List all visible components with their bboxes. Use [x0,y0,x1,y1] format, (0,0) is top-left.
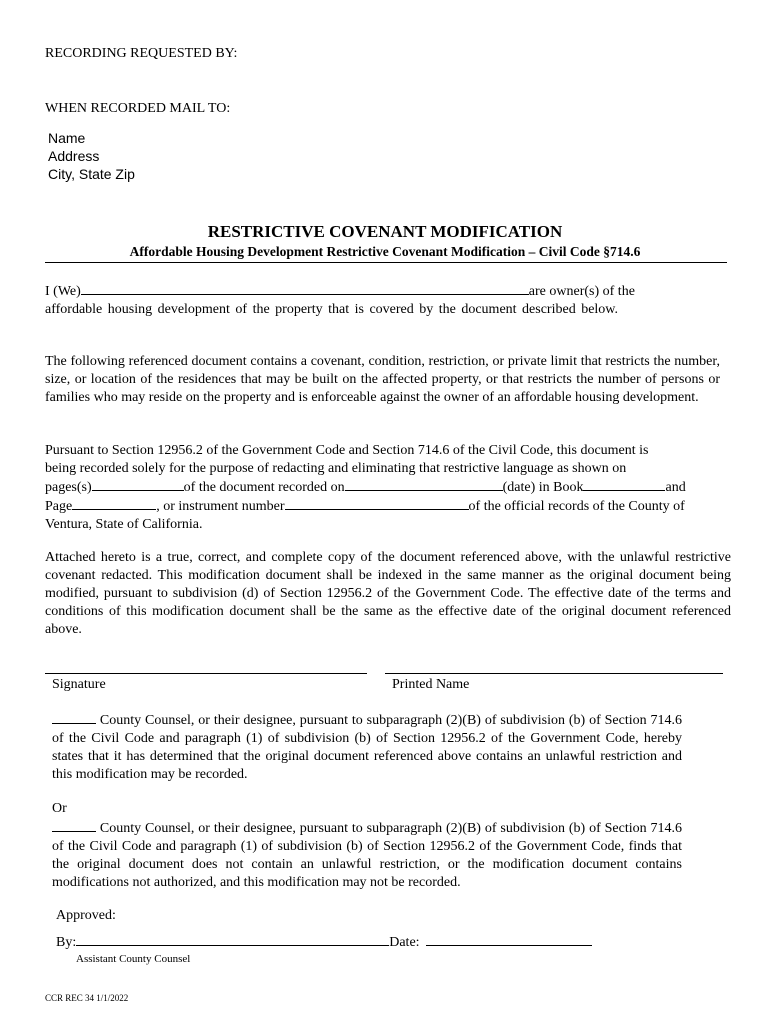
date-label: Date: [389,935,420,950]
by-label: By: [56,935,77,950]
form-id: CCR REC 34 1/1/2022 [45,993,129,1003]
covenant-description-paragraph: The following referenced document contains a covenant, condition, restriction, or private limit that restricts the number, size, or location of the residences that may be built on the affected property, or that restricts the number of persons or families who may reside on the property and is enforceable against the owner of an affordable housing development. [45,354,720,405]
document-subtitle: Affordable Housing Development Restrictive Covenant Modification – Civil Code §714.6 [129,244,641,259]
printed-name-label: Printed Name [392,677,470,692]
owner-name-blank[interactable] [81,282,529,295]
recorded-on-label: of the document recorded on [183,480,345,495]
county-line: Ventura, State of California. [45,517,203,532]
mail-to-city-state-zip: City, State Zip [48,166,135,182]
document-title: RESTRICTIVE COVENANT MODIFICATION [207,222,563,241]
attached-copy-paragraph: Attached hereto is a true, correct, and complete copy of the document referenced above, with the unlawful restrictive covenant redacted. This modification document shall be indexed in the same manner as the original document being modified, pursuant to subdivision (d) of Section 12956.2 of the Government Code. The effective date of the terms and conditions of this modification document shall be the same as the effective date of the original document referenced above. [45,550,731,637]
instrument-number-blank[interactable] [285,497,469,510]
counsel-option-2 [52,819,682,892]
recorded-date-blank[interactable] [345,478,503,491]
approved-label: Approved: [56,908,116,923]
owner-suffix: are owner(s) of the [528,284,635,299]
counsel-option-1-checkbox[interactable] [52,711,96,724]
recording-requested-by: RECORDING REQUESTED BY: [45,46,238,61]
mail-to-name: Name [48,130,86,146]
assistant-county-counsel-label: Assistant County Counsel [76,953,191,965]
counsel-option-1 [52,711,682,784]
or-label: Or [52,801,67,816]
page-blank[interactable] [72,497,156,510]
counsel-option-2-checkbox[interactable] [52,819,96,832]
mail-to-address-block [48,129,135,183]
signature-label: Signature [52,677,106,692]
pages-prefix: pages(s) [45,480,92,495]
pursuant-paragraph [45,442,720,534]
when-recorded-mail-to: WHEN RECORDED MAIL TO: [45,101,231,116]
counsel-option-1-text: County Counsel, or their designee, pursuant to subparagraph (2)(B) of subdivision (b) of Section 714.6 of the Civil Code and paragraph (1) of subdivision (b) of Section 12956.2 of the Government Code, hereby states that it has determined that the original document referenced above contains an unlawful restriction and this modification may be recorded. [52,713,683,782]
book-blank[interactable] [583,478,665,491]
approval-date-blank[interactable] [426,933,592,946]
pursuant-line-2: being recorded solely for the purpose of redacting and eliminating that restrictive language as shown on [45,461,627,476]
title-divider [45,262,727,263]
instrument-label: , or instrument number [156,499,285,514]
by-signature-blank[interactable] [76,933,389,946]
mail-to-address: Address [48,148,100,164]
signature-line[interactable] [45,673,367,674]
pages-blank[interactable] [92,478,184,491]
owner-prefix: I (We) [45,284,81,299]
owner-paragraph [45,282,635,319]
official-records-label: of the official records of the County of [468,499,685,514]
page-prefix: Page [45,499,73,514]
date-book-label: (date) in Book [502,480,584,495]
pursuant-line-1: Pursuant to Section 12956.2 of the Government Code and Section 714.6 of the Civil Code, this document is [45,443,649,458]
owner-continuation: affordable housing development of the property that is covered by the document described below. [45,302,618,317]
approval-line [56,933,592,951]
and-label: and [665,480,686,495]
counsel-option-2-text: County Counsel, or their designee, pursuant to subparagraph (2)(B) of subdivision (b) of Section 714.6 of the Civil Code and paragraph (1) of subdivision (b) of Section 12956.2 of the Government Code, finds that the original document does not contain an unlawful restriction, or the modification document contains modifications not authorized, and this modification may not be recorded. [52,821,683,890]
printed-name-line[interactable] [385,673,723,674]
